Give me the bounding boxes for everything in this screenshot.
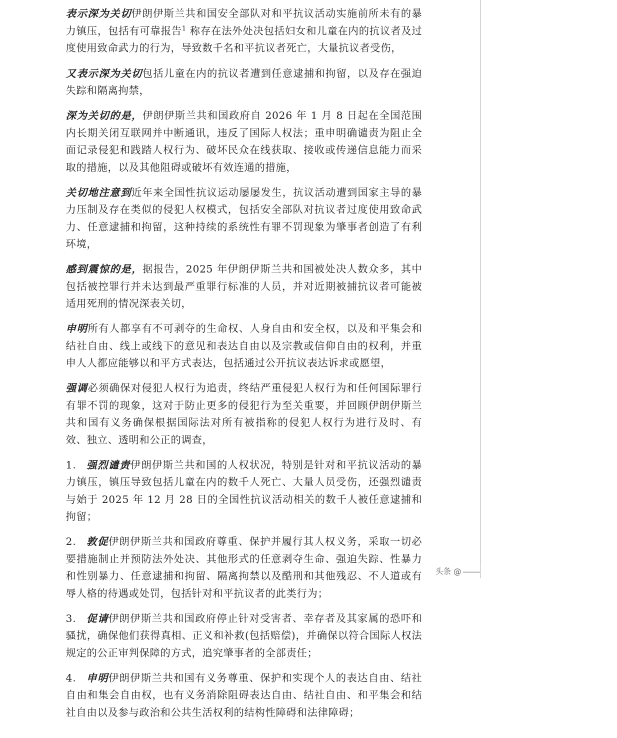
paragraph-lead: 深为关切的是， (65, 110, 143, 123)
paragraph-lead: 感到震惊的是， (65, 263, 143, 276)
watermark-text: 头条 @ (435, 567, 462, 577)
footnote-marker[interactable]: 1 (181, 24, 187, 32)
paragraph-text: 称存在法外处决包括妇女和儿童在内的抗议者及过度使用致命武力的行为，导致数千名和平抗议者死亡，大量抗议者受伤， (65, 25, 423, 55)
preamble-paragraph-6 (66, 321, 422, 373)
paragraph-text: 伊朗伊斯兰共和国有义务尊重、保护和实现个人的表达自由、结社自由和集会自由权，也有义务消除阻碍表达自由、结社自由、和平集会和结社自由以及参与政治和公共生活权利的结构性障碍和法律障碍； (65, 672, 423, 720)
preamble-paragraph-1 (66, 6, 422, 58)
paragraph-text: 必须确保对侵犯人权行为追责，终结严重侵犯人权行为和任何国际罪行有罪不罚的现象，这对于防止更多的侵犯行为至关重要，并回顾伊朗伊斯兰共和国有义务确保根据国际法对所有被指称的侵犯人权行为进行及时、有效、独立、透明和公正的调查， (65, 383, 423, 447)
paragraph-text: 所有人都享有不可剥夺的生命权、人身自由和安全权，以及和平集会和结社自由、线上或线下的意见和表达自由以及宗教或信仰自由的权利，并重申人人都应能够以和平方式表达，包括通过公开抗议表达诉求或愿望， (65, 323, 423, 370)
paragraph-lead: 强烈谴责 (86, 459, 131, 472)
preamble-paragraph-7 (66, 381, 422, 450)
operative-paragraph-2 (66, 534, 422, 603)
paragraph-lead: 敦促 (86, 536, 109, 549)
paragraph-text: 近年来全国性抗议运动屡屡发生，抗议活动遭到国家主导的暴力压制及存在类似的侵犯人权模式，包括安全部队对抗议者过度使用致命武力、任意逮捕和拘留，这种持续的系统性有罪不罚现象为肇事者创造了有利环境， (65, 187, 423, 251)
preamble-paragraph-4 (66, 185, 422, 254)
preamble-paragraph-2 (66, 66, 422, 100)
paragraph-number: 1. (65, 459, 77, 472)
operative-paragraph-4 (66, 670, 422, 722)
paragraph-lead: 申明 (65, 323, 88, 336)
paragraph-text: 伊朗伊斯兰共和国的人权状况，特别是针对和平抗议活动的暴力镇压，镇压导致包括儿童在内的数千人死亡、大量人员受伤，还强烈谴责与始于 2025 年 12 月 28 日的全国性抗议活动相关的数千人被任意逮捕和拘留； (65, 459, 423, 524)
paragraph-text: 包括儿童在内的抗议者遭到任意逮捕和拘留，以及存在强迫失踪和隔离拘禁， (65, 68, 423, 98)
paragraph-number: 2. (65, 536, 77, 549)
preamble-paragraph-5 (66, 262, 422, 314)
watermark-line (463, 571, 480, 572)
paragraph-text: 伊朗伊斯兰共和国政府自 2026 年 1 月 8 日起在全国范围内长期关闭互联网并中断通讯，违反了国际人权法；重申明确谴责为阻止全面记录侵犯和践踏人权行为、破坏民众在线获取、接收或传递信息能力而采取的措施，以及其他阻碍或破坏有效连通的措施， (65, 110, 423, 174)
page-edge-divider (480, 0, 481, 578)
paragraph-lead: 又表示深为关切 (65, 68, 143, 80)
paragraph-lead: 关切地注意到 (65, 187, 132, 199)
paragraph-lead: 强调 (65, 383, 88, 395)
paragraph-number: 3. (65, 613, 77, 626)
paragraph-lead: 申明 (86, 672, 109, 685)
paragraph-lead: 促请 (86, 613, 109, 626)
paragraph-lead: 表示深为关切 (65, 8, 132, 21)
operative-paragraph-1 (66, 457, 422, 526)
preamble-paragraph-3 (66, 108, 422, 177)
paragraph-text: 伊朗伊斯兰共和国政府尊重、保护并履行其人权义务，采取一切必要措施制止并预防法外处决、其他形式的任意剥夺生命、强迫失踪、性暴力和性别暴力、任意逮捕和拘留、隔离拘禁以及酷刑和其他残忍、不人道或有辱人格的待遇或处罚，包括针对和平抗议者的此类行为； (65, 536, 423, 600)
paragraph-text: 伊朗伊斯兰共和国政府停止针对受害者、幸存者及其家属的恐吓和骚扰，确保他们获得真相、正义和补救(包括赔偿)，并确保以符合国际人权法规定的公正审判保障的方式，追究肇事者的全部责任； (65, 613, 423, 660)
paragraph-text: 伊朗伊斯兰共和国安全部队对和平抗议活动实施前所未有的暴力镇压，包括有可靠报告 (65, 8, 423, 38)
paragraph-text: 据报告，2025 年伊朗伊斯兰共和国被处决人数众多，其中包括被控罪行并未达到最严重罪行标准的人员，并对近期被捕抗议者可能被适用死刑的情况深表关切， (65, 263, 423, 311)
source-watermark (435, 565, 480, 577)
operative-paragraph-3 (66, 611, 422, 663)
paragraph-number: 4. (65, 672, 77, 685)
